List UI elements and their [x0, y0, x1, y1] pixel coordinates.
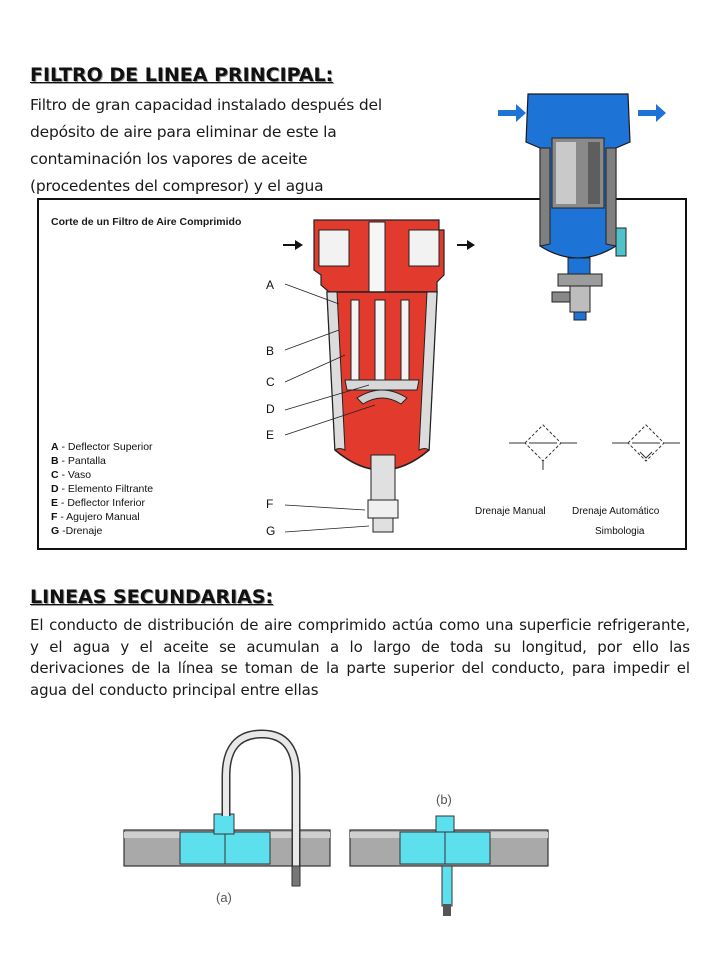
intro-line-2: depósito de aire para eliminar de este la	[30, 123, 337, 141]
pipe-label-b: (b)	[436, 792, 452, 807]
automatic-drain-symbol-icon	[612, 425, 680, 461]
flow-arrow-out-icon	[457, 240, 475, 250]
section-title-main-filter: FILTRO DE LINEA PRINCIPAL:	[30, 64, 334, 86]
section-title-secondary-lines: LINEAS SECUNDARIAS:	[30, 586, 274, 608]
intro-line-1: Filtro de gran capacidad instalado después del	[30, 96, 382, 114]
intro-line-4: (procedentes del compresor) y el agua	[30, 177, 324, 195]
manual-drain-symbol-icon	[509, 425, 577, 470]
part-label-e: E	[266, 428, 275, 442]
legend-item-b: B - Pantalla	[51, 455, 106, 467]
secondary-lines-paragraph: El conducto de distribución de aire comprimido actúa como una superficie refrigerante, y el agua y el aceite se acumulan a lo largo de toda su longitud, por ello las derivaciones de la línea se toman de la parte superior del conducto, para impedir el agua del conducto principal entre ellas	[30, 616, 690, 699]
part-label-b: B	[266, 344, 275, 358]
legend-item-a: A - Deflector Superior	[51, 441, 153, 453]
symbol-label-manual: Drenaje Manual	[475, 506, 546, 517]
legend-item-f: F - Agujero Manual	[51, 511, 140, 523]
pipe-branch-diagram	[110, 726, 570, 926]
blue-flow-arrow-out-icon	[638, 104, 666, 122]
part-label-g: G	[266, 524, 276, 538]
part-label-d: D	[266, 402, 275, 416]
symbology-caption: Simbologia	[595, 526, 645, 537]
part-label-f: F	[266, 497, 274, 511]
figure-title: Corte de un Filtro de Aire Comprimido	[51, 216, 242, 228]
blue-filter-illustration	[488, 88, 698, 326]
pipe-label-a: (a)	[216, 890, 232, 905]
legend-item-g: G -Drenaje	[51, 525, 103, 537]
blue-flow-arrow-in-icon	[498, 104, 526, 122]
intro-line-3: contaminación los vapores de aceite	[30, 150, 308, 168]
legend-item-c: C - Vaso	[51, 469, 92, 481]
flow-arrow-in-icon	[283, 240, 303, 250]
symbol-label-automatic: Drenaje Automático	[572, 506, 660, 517]
legend-item-e: E - Deflector Inferior	[51, 497, 145, 509]
part-label-a: A	[266, 278, 275, 292]
part-label-c: C	[266, 375, 275, 389]
legend-item-d: D - Elemento Filtrante	[51, 483, 154, 495]
